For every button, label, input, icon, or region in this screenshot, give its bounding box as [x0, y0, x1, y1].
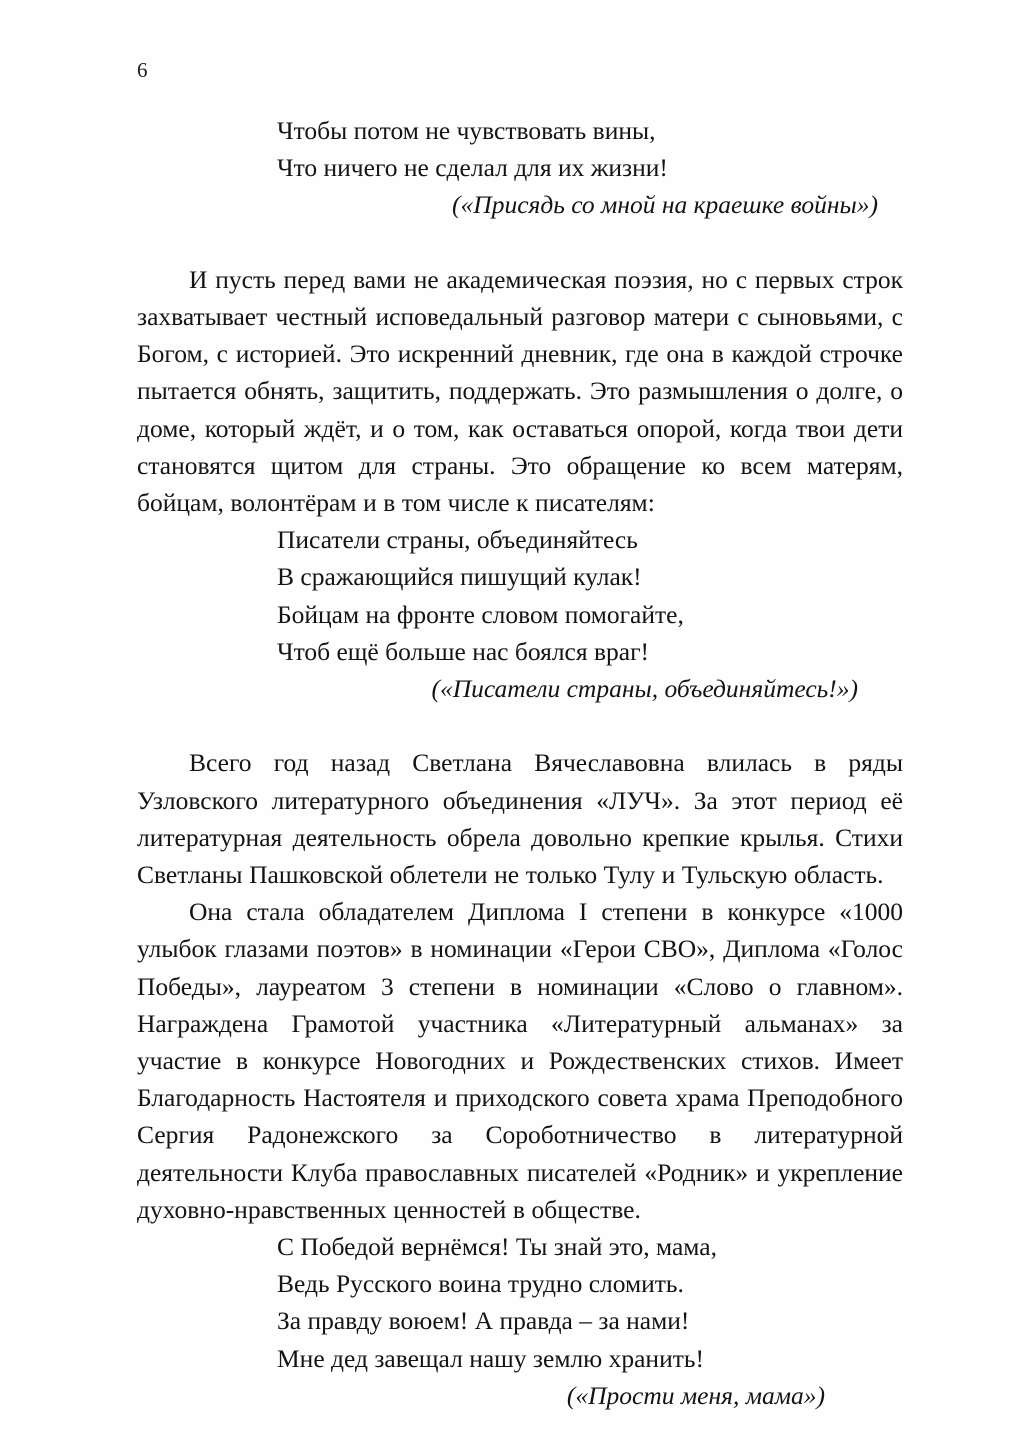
verse-line: Писатели страны, объединяйтесь [277, 525, 638, 555]
verse-line: Чтобы потом не чувствовать вины, [277, 116, 656, 145]
verse-line: Чтоб ещё больше нас боялся враг! [277, 636, 650, 666]
verse-line: Бойцам на фронте словом помогайте, [277, 599, 684, 629]
verse-line: Что ничего не сделал для их жизни! [277, 153, 668, 183]
verse-line: В сражающийся пишущий кулак! [277, 562, 642, 592]
verse-attribution-3: («Прости меня, мама») [566, 1380, 825, 1410]
verse-block-3 [137, 1228, 903, 1377]
verse-line: Ведь Русского воина трудно сломить. [277, 1269, 684, 1299]
verse-block-1 [137, 112, 903, 186]
body-paragraph-3: Она стала обладателем Диплома I степени в конкурсе «1000 улыбок глазами поэтов» в номинации «Герои СВО», Диплома «Голос Победы», лауреатом 3 степени в номинации «Слово о главном». Награждена Грамотой участника «Литературный альманах» за участие в конкурсе Новогодних и Рождественских стихов. Имеет Благодарность Настоятеля и приходского совета храма Преподобного Сергия Радонежского за Сороботничество в литературной деятельности Клуба православных писателей «Родник» и укрепление духовно-нравственных ценностей в обществе. [137, 897, 903, 1224]
page-number: 6 [137, 58, 148, 82]
verse-line: За правду воюем! А правда – за нами! [277, 1306, 690, 1336]
verse-line: Мне дед завещал нашу землю хранить! [277, 1343, 704, 1373]
verse-attribution-1: («Присядь со мной на краешке войны») [452, 190, 878, 220]
block-spacer [137, 707, 903, 744]
body-paragraph-1: И пусть перед вами не академическая поэзия, но с первых строк захватывает честный исповедальный разговор матери с сыновьями, с Богом, с историей. Это искренний дневник, где она в каждой строчке пытается обнять, защитить, поддержать. Это размышления о долге, о доме, который ждёт, и о том, как оставаться опорой, когда твои дети становятся щитом для страны. Это обращение ко всем матерям, бойцам, волонтёрам и в том числе к писателям: [137, 264, 903, 518]
verse-block-2 [137, 521, 903, 670]
body-paragraph-2: Всего год назад Светлана Вячеславовна влилась в ряды Узловского литературного объединения «ЛУЧ». За этот период её литературная деятельность обрела довольно крепкие крылья. Стихи Светланы Пашковской облетели не только Тулу и Тульскую область. [137, 748, 903, 890]
verse-attribution-2: («Писатели страны, объединяйтесь!») [431, 674, 858, 704]
page-text-block [137, 112, 903, 1414]
verse-line: С Победой вернёмся! Ты знай это, мама, [277, 1232, 717, 1262]
block-spacer [137, 224, 903, 261]
